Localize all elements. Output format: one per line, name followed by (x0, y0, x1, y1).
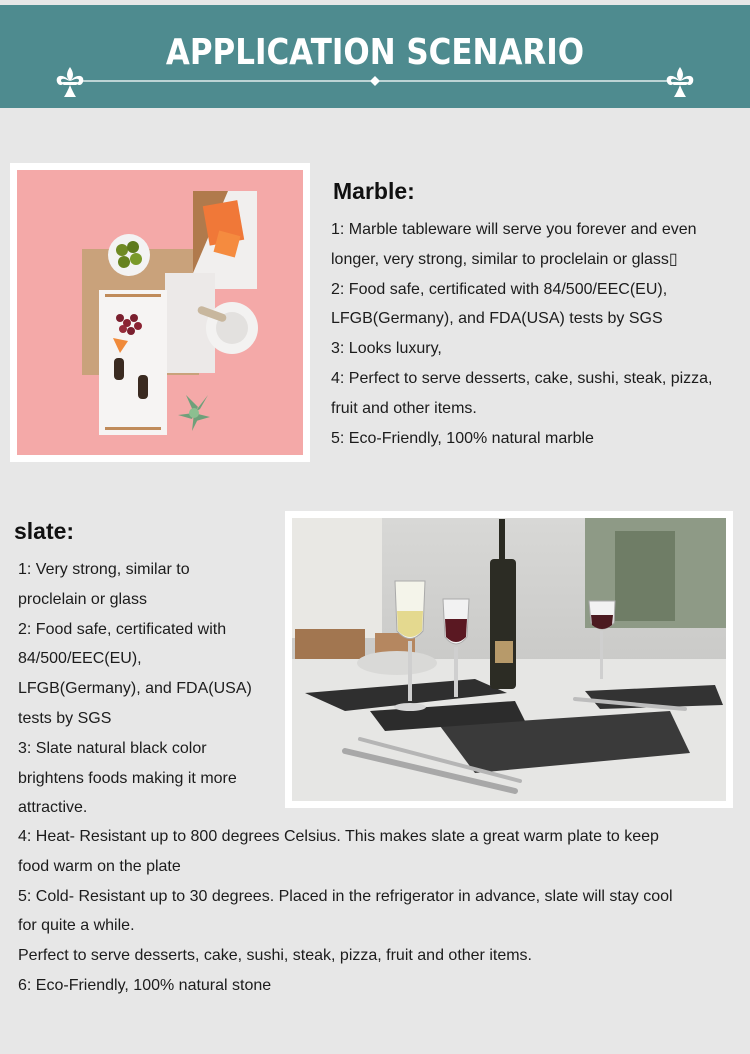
slate-photo (285, 511, 733, 808)
marble-heading: Marble: (333, 178, 415, 204)
marble-photo-image (10, 163, 310, 462)
marble-feature-list (331, 215, 741, 453)
slate-feature-list-narrow (18, 555, 280, 823)
banner-ornament-rule (52, 65, 698, 105)
diamond-icon (370, 76, 380, 86)
list-item: 1: Very strong, similar to (18, 561, 190, 578)
marble-photo (10, 163, 310, 462)
list-item: 84/500/EEC(EU), (18, 650, 142, 668)
list-item: Perfect to serve desserts, cake, sushi, steak, pizza, fruit and other items. (18, 947, 532, 965)
slate-photo-image (285, 511, 733, 808)
list-item: brightens foods making it more (18, 769, 237, 787)
slate-heading: slate: (14, 518, 75, 544)
list-item: attractive. (18, 799, 88, 817)
fleur-de-lis-icon (57, 67, 84, 97)
list-item: 3: Looks luxury, (331, 340, 442, 358)
list-item: 6: Eco-Friendly, 100% natural stone (18, 976, 272, 994)
list-item: for quite a while. (18, 917, 135, 935)
list-item: food warm on the plate (18, 857, 181, 875)
list-item: 4: Heat- Resistant up to 800 degrees Celsius. This makes slate a great warm plate to keep (18, 828, 659, 845)
page-title: APPLICATION SCENARIO (165, 32, 585, 73)
header-banner (0, 5, 750, 108)
list-item: LFGB(Germany), and FDA(USA) (18, 680, 252, 698)
list-item: 2: Food safe, certificated with 84/500/EEC(EU), (331, 280, 668, 298)
slate-feature-list-wide (18, 822, 743, 1001)
list-item: proclelain or glass (18, 590, 147, 608)
list-item: 1: Marble tableware will serve you forever and even (331, 221, 697, 238)
fleur-de-lis-icon (667, 67, 694, 97)
list-item: longer, very strong, similar to proclelain or glass▯ (331, 250, 678, 268)
list-item: LFGB(Germany), and FDA(USA) tests by SGS (331, 310, 663, 328)
list-item: 3: Slate natural black color (18, 739, 207, 757)
list-item: 4: Perfect to serve desserts, cake, sushi, steak, pizza, (331, 369, 713, 387)
list-item: tests by SGS (18, 709, 112, 727)
list-item: fruit and other items. (331, 399, 477, 417)
list-item: 5: Cold- Resistant up to 30 degrees. Placed in the refrigerator in advance, slate will stay cool (18, 887, 673, 905)
list-item: 2: Food safe, certificated with (18, 620, 227, 638)
list-item: 5: Eco-Friendly, 100% natural marble (331, 429, 594, 447)
